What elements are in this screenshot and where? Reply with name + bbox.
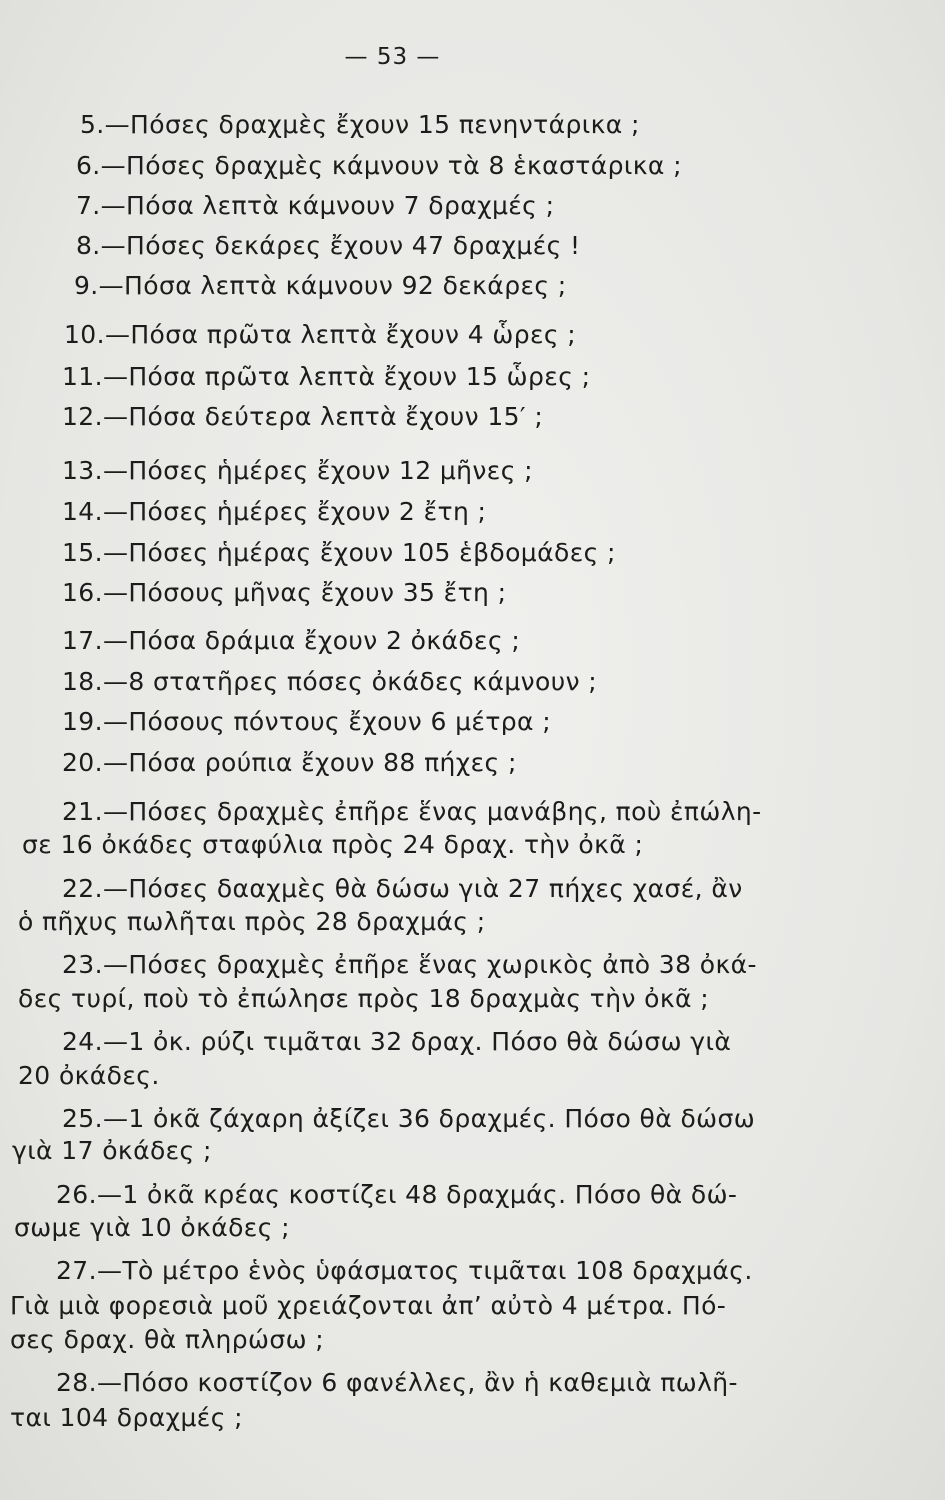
exercise-line: 15.—Πόσες ἡμέρας ἔχουν 105 ἑβδομάδες ; [62, 538, 616, 567]
exercise-line: 10.—Πόσα πρῶτα λεπτὰ ἔχουν 4 ὧρες ; [64, 320, 577, 349]
exercise-line: ὁ πῆχυς πωλῆται πρὸς 28 δραχμάς ; [18, 907, 486, 936]
exercise-line: Γιὰ μιὰ φορεσιὰ μοῦ χρειάζονται ἀπ’ αὐτὸ 4 μέτρα. Πό- [10, 1291, 727, 1320]
exercise-line: 20 ὀκάδες. [18, 1061, 160, 1090]
exercise-line: 23.—Πόσες δραχμὲς ἐπῆρε ἕνας χωρικὸς ἀπὸ 38 ὀκά- [62, 950, 757, 979]
exercise-line: γιὰ 17 ὀκάδες ; [12, 1136, 212, 1165]
exercise-line: 5.—Πόσες δραχμὲς ἔχουν 15 πενηντάρικα ; [80, 110, 640, 139]
exercise-line: 7.—Πόσα λεπτὰ κάμνουν 7 δραχμές ; [76, 191, 555, 220]
exercise-line: 12.—Πόσα δεύτερα λεπτὰ ἔχουν 15′ ; [62, 402, 544, 431]
exercise-line: ται 104 δραχμές ; [10, 1403, 243, 1432]
exercise-line: 25.—1 ὀκᾶ ζάχαρη ἀξίζει 36 δραχμές. Πόσο θὰ δώσω [62, 1104, 756, 1133]
exercise-line: σε 16 ὀκάδες σταφύλια πρὸς 24 δραχ. τὴν ὀκᾶ ; [22, 830, 644, 859]
exercise-line: 24.—1 ὀκ. ρύζι τιμᾶται 32 δραχ. Πόσο θὰ δώσω γιὰ [62, 1027, 732, 1056]
exercise-line: 16.—Πόσους μῆνας ἔχουν 35 ἔτη ; [62, 578, 507, 607]
exercise-line: 22.—Πόσες δααχμὲς θὰ δώσω γιὰ 27 πήχες χασέ, ἂν [62, 874, 743, 903]
exercise-line: 28.—Πόσο κοστίζον 6 φανέλλες, ἂν ἡ καθεμιὰ πωλῆ- [56, 1368, 738, 1397]
exercise-line: 8.—Πόσες δεκάρες ἔχουν 47 δραχμές ! [76, 231, 581, 260]
exercise-line: σες δραχ. θὰ πληρώσω ; [10, 1325, 325, 1354]
exercise-line: 27.—Τὸ μέτρο ἑνὸς ὑφάσματος τιμᾶται 108 δραχμάς. [56, 1256, 753, 1285]
exercise-line: 26.—1 ὀκᾶ κρέας κοστίζει 48 δραχμάς. Πόσο θὰ δώ- [56, 1180, 738, 1209]
exercise-line: 21.—Πόσες δραχμὲς ἐπῆρε ἕνας μανάβης, ποὺ ἐπώλη- [62, 797, 762, 826]
exercise-line: 17.—Πόσα δράμια ἔχουν 2 ὀκάδες ; [62, 626, 521, 655]
exercise-line: 9.—Πόσα λεπτὰ κάμνουν 92 δεκάρες ; [74, 271, 567, 300]
exercise-line: δες τυρί, ποὺ τὸ ἐπώλησε πρὸς 18 δραχμὰς τὴν ὀκᾶ ; [18, 984, 710, 1013]
page-number: — 53 — [344, 44, 441, 70]
exercise-line: 11.—Πόσα πρῶτα λεπτὰ ἔχουν 15 ὧρες ; [62, 362, 591, 391]
exercise-line: 18.—8 στατῆρες πόσες ὀκάδες κάμνουν ; [62, 667, 598, 696]
exercise-line: 6.—Πόσες δραχμὲς κάμνουν τὰ 8 ἑκαστάρικα ; [76, 151, 682, 180]
exercise-line: σωμε γιὰ 10 ὀκάδες ; [14, 1213, 290, 1242]
exercise-line: 19.—Πόσους πόντους ἔχουν 6 μέτρα ; [62, 707, 552, 736]
exercise-line: 20.—Πόσα ρούπια ἔχουν 88 πήχες ; [62, 748, 517, 777]
exercise-line: 13.—Πόσες ἡμέρες ἔχουν 12 μῆνες ; [62, 456, 533, 485]
exercise-line: 14.—Πόσες ἡμέρες ἔχουν 2 ἔτη ; [62, 497, 487, 526]
